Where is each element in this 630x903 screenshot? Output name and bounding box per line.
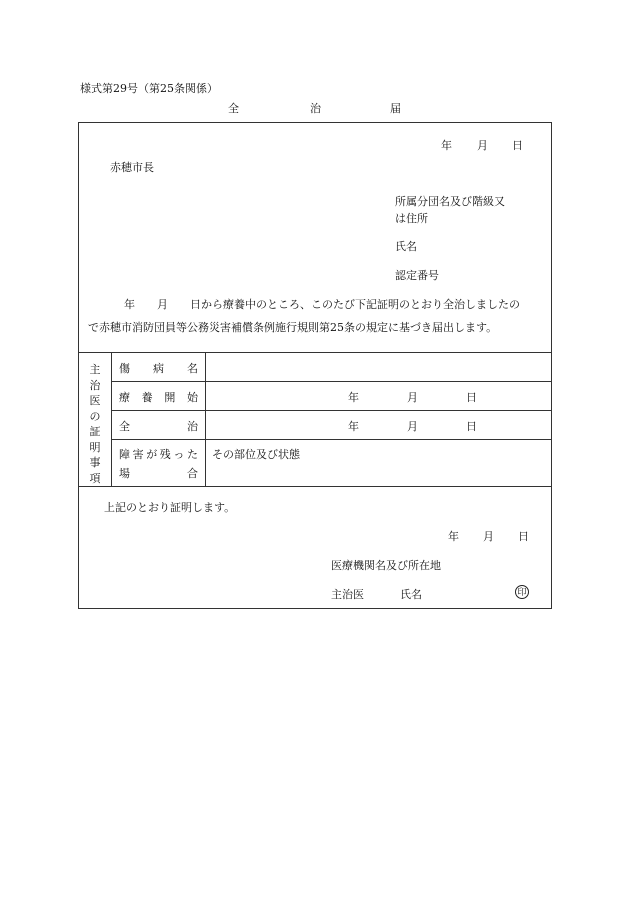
cert-date-month: 月	[483, 530, 494, 543]
section-top-divider	[78, 352, 552, 353]
affiliation-label-line1: 所属分団名及び階級又	[395, 195, 505, 208]
value-column-divider	[205, 352, 206, 486]
title-char-3: 届	[390, 102, 401, 115]
affiliation-label-line2: は住所	[395, 212, 428, 225]
row-divider-3	[111, 439, 552, 440]
medical-institution-label: 医療機関名及び所在地	[331, 559, 441, 572]
notification-body-line1: 年 月 日から療養中のところ、このたび下記証明のとおり全治しましたの	[124, 298, 520, 311]
physician-name-label: 氏名	[400, 588, 422, 601]
certification-statement: 上記のとおり証明します。	[104, 501, 236, 514]
notify-date-year: 年	[441, 139, 452, 152]
title-char-2: 治	[310, 102, 321, 115]
attending-physician-label: 主治医	[331, 588, 364, 601]
vertical-label-char: 証	[89, 425, 101, 438]
vertical-label-char: 主	[89, 363, 101, 376]
title-char-1: 全	[228, 102, 239, 115]
vertical-label-char: 事	[89, 456, 101, 469]
recovery-label: 全 治	[119, 420, 198, 433]
treatment-start-month: 月	[407, 391, 418, 404]
residual-detail-label: その部位及び状態	[212, 448, 300, 461]
vertical-label-char: 項	[89, 471, 101, 485]
vertical-label-char: の	[89, 409, 101, 423]
row-divider-2	[111, 410, 552, 411]
recovery-year: 年	[348, 420, 359, 433]
notification-body-line2: で赤穂市消防団員等公務災害補償条例施行規則第25条の規定に基づき届出します。	[88, 321, 498, 334]
residual-disability-label-line2: 場 合	[119, 467, 198, 480]
certification-number-label: 認定番号	[395, 269, 439, 282]
seal-mark: 印	[515, 585, 529, 599]
recovery-day: 日	[466, 420, 477, 433]
vertical-label-char: 明	[89, 440, 101, 454]
recovery-month: 月	[407, 420, 418, 433]
treatment-start-year: 年	[348, 391, 359, 404]
treatment-start-day: 日	[466, 391, 477, 404]
cert-date-year: 年	[448, 530, 459, 543]
injury-name-label: 傷 病 名	[119, 362, 198, 375]
vertical-label-char: 治	[89, 378, 101, 392]
physician-certification-vertical-label	[88, 362, 102, 486]
notify-date-month: 月	[477, 139, 488, 152]
cert-date-day: 日	[518, 530, 529, 543]
vertical-label-char: 医	[89, 394, 101, 407]
applicant-name-label: 氏名	[395, 240, 417, 253]
row-divider-1	[111, 381, 552, 382]
residual-disability-label-line1: 障 害 が 残 っ た	[119, 448, 198, 461]
addressee: 赤穂市長	[110, 161, 154, 174]
treatment-start-label: 療 養 開 始	[119, 391, 198, 404]
form-number: 様式第29号（第25条関係）	[80, 82, 218, 95]
label-column-divider	[111, 352, 112, 486]
notify-date-day: 日	[512, 139, 523, 152]
section-bottom-divider	[78, 486, 552, 487]
